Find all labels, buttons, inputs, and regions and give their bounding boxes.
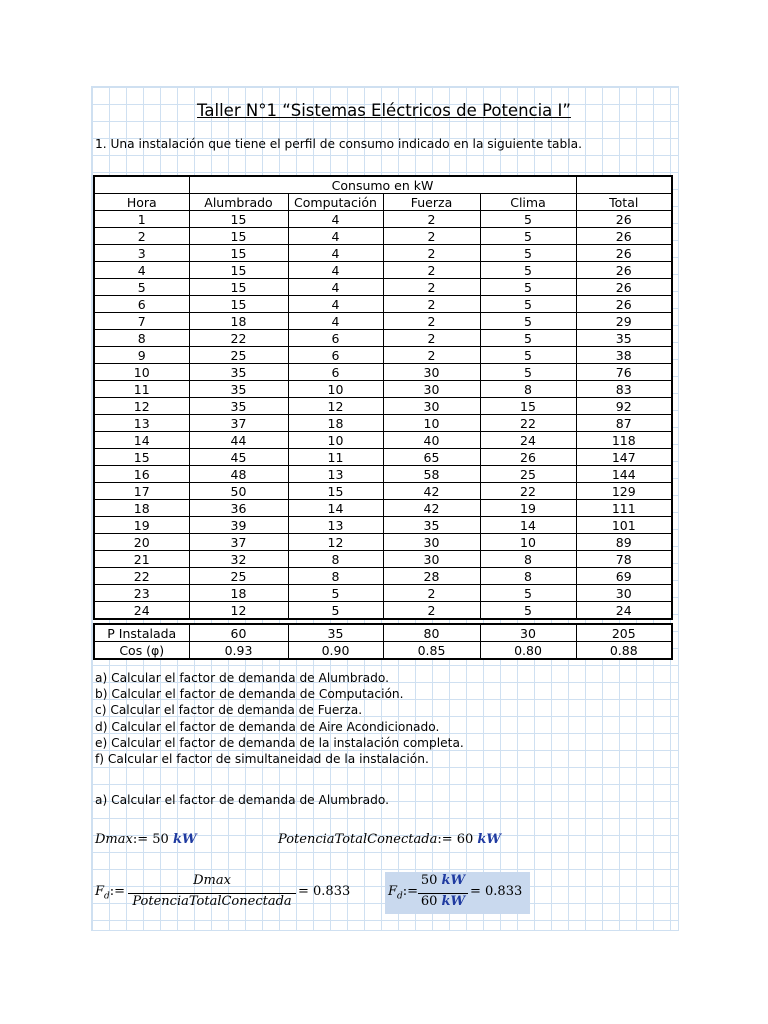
table-cell: 39 <box>189 517 288 534</box>
table-cell: 101 <box>576 517 672 534</box>
installed-power-row <box>94 624 672 642</box>
table-cell: 15 <box>189 279 288 296</box>
table-cell: 26 <box>480 449 576 466</box>
table-cell: 5 <box>480 296 576 313</box>
table-row <box>94 585 672 602</box>
table-cell: 22 <box>94 568 189 585</box>
consumption-table <box>93 175 673 620</box>
table-cell: 5 <box>480 211 576 228</box>
table-cell: 35 <box>576 330 672 347</box>
table-cell: 10 <box>480 534 576 551</box>
table-cell: 15 <box>189 245 288 262</box>
summary-cell: 0.85 <box>383 642 480 660</box>
table-cell: 76 <box>576 364 672 381</box>
table-cell: 26 <box>576 245 672 262</box>
table-row <box>94 330 672 347</box>
table-row <box>94 313 672 330</box>
table-cell: 87 <box>576 415 672 432</box>
table-cell: 4 <box>288 296 383 313</box>
power-factor-row <box>94 642 672 660</box>
table-cell: 35 <box>189 381 288 398</box>
table-cell: 2 <box>383 228 480 245</box>
table-cell: 13 <box>288 517 383 534</box>
table-row <box>94 602 672 620</box>
fd-numeric-numerator: 50 kW <box>420 873 466 888</box>
table-cell: 9 <box>94 347 189 364</box>
table-cell: 4 <box>288 211 383 228</box>
fd-symbolic-numerator: Dmax <box>193 873 231 888</box>
table-cell: 1 <box>94 211 189 228</box>
table-cell: 12 <box>288 398 383 415</box>
table-cell: 26 <box>576 228 672 245</box>
table-cell: 118 <box>576 432 672 449</box>
question-d: d) Calcular el factor de demanda de Aire Acondicionado. <box>95 720 440 734</box>
table-header-row <box>94 194 672 211</box>
table-cell: 5 <box>288 585 383 602</box>
fd-numeric-lhs: $F_d:=$ <box>388 884 419 902</box>
table-cell: 11 <box>94 381 189 398</box>
table-cell: 2 <box>383 296 480 313</box>
table-cell: 8 <box>288 568 383 585</box>
table-cell: 2 <box>383 585 480 602</box>
table-row <box>94 364 672 381</box>
table-cell: 5 <box>480 364 576 381</box>
table-cell: 11 <box>288 449 383 466</box>
table-cell: 83 <box>576 381 672 398</box>
table-cell: 30 <box>383 381 480 398</box>
table-cell: 13 <box>94 415 189 432</box>
table-cell: 12 <box>288 534 383 551</box>
table-row <box>94 568 672 585</box>
table-row <box>94 466 672 483</box>
table-cell: 12 <box>189 602 288 620</box>
table-cell: 5 <box>480 279 576 296</box>
table-cell: 5 <box>480 228 576 245</box>
table-cell: 5 <box>480 245 576 262</box>
table-cell: 10 <box>288 432 383 449</box>
group-header-consumo: Consumo en kW <box>189 176 576 194</box>
summary-cell: 35 <box>288 624 383 642</box>
table-cell: 5 <box>480 262 576 279</box>
table-cell: 18 <box>94 500 189 517</box>
table-cell: 26 <box>576 211 672 228</box>
table-cell: 5 <box>480 313 576 330</box>
table-row <box>94 534 672 551</box>
table-cell: 4 <box>288 279 383 296</box>
table-cell: 5 <box>94 279 189 296</box>
summary-cell: 60 <box>189 624 288 642</box>
table-row <box>94 245 672 262</box>
table-cell: 17 <box>94 483 189 500</box>
table-cell: 2 <box>383 347 480 364</box>
table-cell: 78 <box>576 551 672 568</box>
table-cell: 10 <box>288 381 383 398</box>
table-cell: 2 <box>383 245 480 262</box>
question-f: f) Calcular el factor de simultaneidad de la instalación. <box>95 752 429 766</box>
table-cell: 2 <box>383 602 480 620</box>
column-header: Clima <box>480 194 576 211</box>
table-cell: 19 <box>480 500 576 517</box>
table-cell: 5 <box>288 602 383 620</box>
table-cell: 12 <box>94 398 189 415</box>
table-cell: 4 <box>288 313 383 330</box>
table-cell: 15 <box>189 262 288 279</box>
table-cell: 35 <box>383 517 480 534</box>
table-cell: 4 <box>288 245 383 262</box>
table-cell: 42 <box>383 500 480 517</box>
table-cell: 36 <box>189 500 288 517</box>
table-row <box>94 262 672 279</box>
table-cell: 26 <box>576 296 672 313</box>
summary-cell: Cos (φ) <box>94 642 189 660</box>
table-cell: 22 <box>189 330 288 347</box>
table-cell: 8 <box>94 330 189 347</box>
fd-numeric-denominator: 60 kW <box>420 894 466 909</box>
table-row <box>94 296 672 313</box>
section-a-heading: a) Calcular el factor de demanda de Alumbrado. <box>95 793 389 807</box>
table-cell: 26 <box>576 279 672 296</box>
question-a: a) Calcular el factor de demanda de Alumbrado. <box>95 671 389 685</box>
dmax-definition: Dmax:= 50 kW <box>95 832 197 847</box>
table-cell: 65 <box>383 449 480 466</box>
table-cell: 15 <box>288 483 383 500</box>
question-b: b) Calcular el factor de demanda de Computación. <box>95 687 404 701</box>
table-cell: 18 <box>189 585 288 602</box>
table-corner-cell <box>576 176 672 194</box>
table-row <box>94 415 672 432</box>
table-row <box>94 279 672 296</box>
table-cell: 8 <box>480 381 576 398</box>
table-row <box>94 228 672 245</box>
table-cell: 30 <box>383 534 480 551</box>
summary-table <box>93 623 673 660</box>
table-cell: 30 <box>576 585 672 602</box>
table-cell: 25 <box>480 466 576 483</box>
column-header: Alumbrado <box>189 194 288 211</box>
table-cell: 89 <box>576 534 672 551</box>
table-cell: 18 <box>288 415 383 432</box>
table-cell: 6 <box>288 347 383 364</box>
fd-symbolic-denominator: PotenciaTotalConectada <box>132 894 292 909</box>
table-cell: 48 <box>189 466 288 483</box>
table-cell: 38 <box>576 347 672 364</box>
table-cell: 5 <box>480 330 576 347</box>
column-header: Fuerza <box>383 194 480 211</box>
table-cell: 24 <box>480 432 576 449</box>
table-cell: 40 <box>383 432 480 449</box>
table-cell: 19 <box>94 517 189 534</box>
question-c: c) Calcular el factor de demanda de Fuerza. <box>95 703 363 717</box>
fd-symbolic-lhs: $F_d:=$ <box>95 884 126 902</box>
table-cell: 44 <box>189 432 288 449</box>
table-cell: 13 <box>288 466 383 483</box>
table-corner-cell <box>94 176 189 194</box>
table-cell: 14 <box>480 517 576 534</box>
table-cell: 30 <box>383 398 480 415</box>
table-row <box>94 517 672 534</box>
table-cell: 4 <box>94 262 189 279</box>
table-cell: 58 <box>383 466 480 483</box>
table-cell: 37 <box>189 534 288 551</box>
table-cell: 45 <box>189 449 288 466</box>
table-cell: 29 <box>576 313 672 330</box>
fd-numeric-result: = 0.833 <box>470 884 523 899</box>
table-cell: 6 <box>288 364 383 381</box>
table-cell: 111 <box>576 500 672 517</box>
summary-cell: 0.80 <box>480 642 576 660</box>
table-cell: 2 <box>383 279 480 296</box>
summary-cell: 80 <box>383 624 480 642</box>
table-cell: 2 <box>383 313 480 330</box>
table-cell: 30 <box>383 551 480 568</box>
table-cell: 18 <box>189 313 288 330</box>
table-cell: 8 <box>480 551 576 568</box>
table-cell: 14 <box>288 500 383 517</box>
table-cell: 3 <box>94 245 189 262</box>
table-cell: 15 <box>189 211 288 228</box>
table-cell: 10 <box>383 415 480 432</box>
table-row <box>94 211 672 228</box>
table-row <box>94 551 672 568</box>
table-cell: 6 <box>288 330 383 347</box>
table-cell: 24 <box>94 602 189 620</box>
table-cell: 147 <box>576 449 672 466</box>
question-e: e) Calcular el factor de demanda de la instalación completa. <box>95 736 464 750</box>
table-cell: 7 <box>94 313 189 330</box>
column-header: Total <box>576 194 672 211</box>
table-row <box>94 500 672 517</box>
column-header: Hora <box>94 194 189 211</box>
table-row <box>94 398 672 415</box>
table-cell: 16 <box>94 466 189 483</box>
intro-text: 1. Una instalación que tiene el perfil de consumo indicado en la siguiente tabla. <box>95 137 582 151</box>
table-cell: 21 <box>94 551 189 568</box>
summary-cell: 0.90 <box>288 642 383 660</box>
table-cell: 22 <box>480 483 576 500</box>
column-header: Computación <box>288 194 383 211</box>
table-cell: 32 <box>189 551 288 568</box>
table-cell: 129 <box>576 483 672 500</box>
summary-cell: 205 <box>576 624 672 642</box>
table-cell: 42 <box>383 483 480 500</box>
ptc-definition: PotenciaTotalConectada:= 60 kW <box>278 832 502 847</box>
table-cell: 5 <box>480 585 576 602</box>
table-cell: 24 <box>576 602 672 620</box>
table-cell: 28 <box>383 568 480 585</box>
table-cell: 2 <box>94 228 189 245</box>
summary-cell: P Instalada <box>94 624 189 642</box>
table-cell: 2 <box>383 211 480 228</box>
table-cell: 4 <box>288 262 383 279</box>
table-cell: 14 <box>94 432 189 449</box>
table-cell: 2 <box>383 262 480 279</box>
table-row <box>94 432 672 449</box>
table-cell: 23 <box>94 585 189 602</box>
table-cell: 22 <box>480 415 576 432</box>
summary-cell: 0.93 <box>189 642 288 660</box>
fd-symbolic-result: = 0.833 <box>298 884 351 899</box>
table-cell: 8 <box>288 551 383 568</box>
summary-cell: 0.88 <box>576 642 672 660</box>
table-cell: 35 <box>189 398 288 415</box>
table-cell: 25 <box>189 347 288 364</box>
table-cell: 8 <box>480 568 576 585</box>
table-cell: 5 <box>480 602 576 620</box>
table-cell: 37 <box>189 415 288 432</box>
page-title: Taller N°1 “Sistemas Eléctricos de Potencia I” <box>197 101 571 120</box>
table-cell: 35 <box>189 364 288 381</box>
table-cell: 2 <box>383 330 480 347</box>
table-cell: 144 <box>576 466 672 483</box>
table-cell: 5 <box>480 347 576 364</box>
table-cell: 30 <box>383 364 480 381</box>
table-cell: 4 <box>288 228 383 245</box>
table-row <box>94 449 672 466</box>
table-cell: 69 <box>576 568 672 585</box>
table-cell: 15 <box>189 228 288 245</box>
table-cell: 15 <box>94 449 189 466</box>
table-cell: 26 <box>576 262 672 279</box>
table-cell: 50 <box>189 483 288 500</box>
table-cell: 6 <box>94 296 189 313</box>
table-row <box>94 381 672 398</box>
table-cell: 15 <box>480 398 576 415</box>
table-cell: 10 <box>94 364 189 381</box>
table-row <box>94 483 672 500</box>
table-row <box>94 347 672 364</box>
table-cell: 20 <box>94 534 189 551</box>
table-cell: 92 <box>576 398 672 415</box>
summary-cell: 30 <box>480 624 576 642</box>
table-cell: 25 <box>189 568 288 585</box>
table-group-header-row <box>94 176 672 194</box>
table-cell: 15 <box>189 296 288 313</box>
